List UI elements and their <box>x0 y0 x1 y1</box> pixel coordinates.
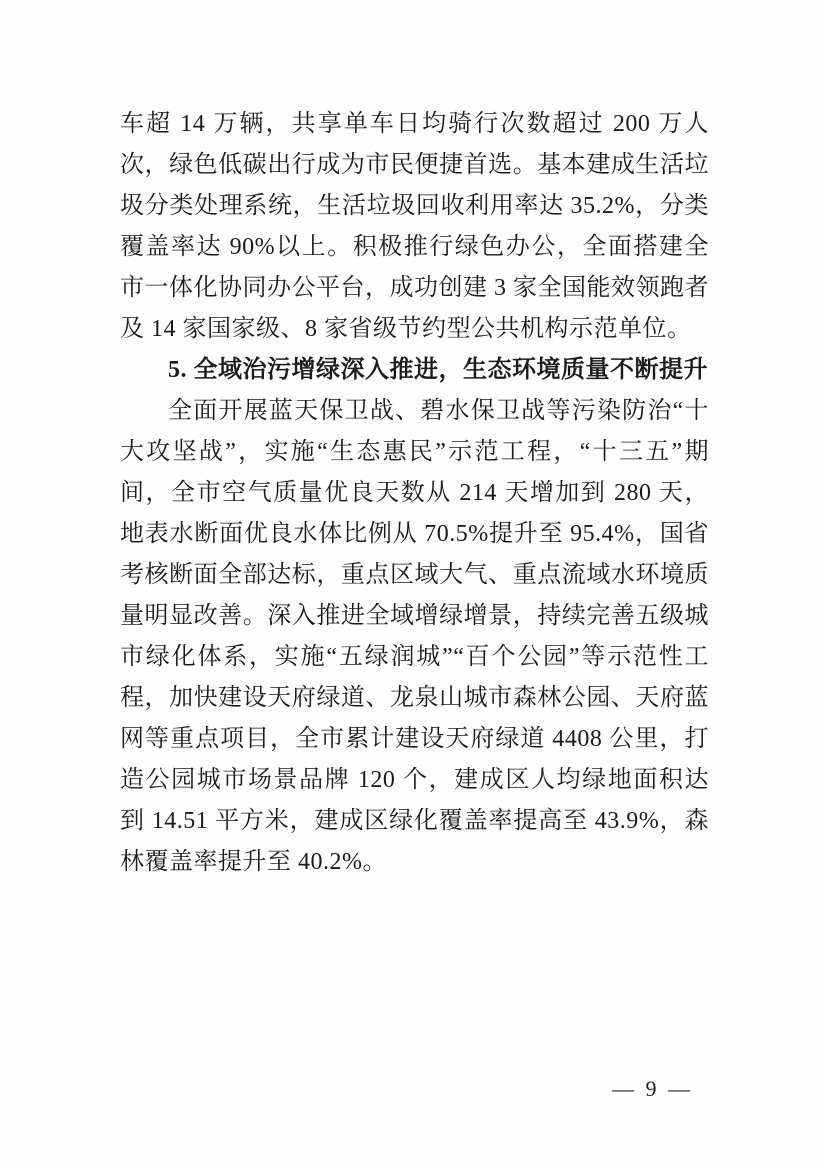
paragraph-ecology-improvement: 全面开展蓝天保卫战、碧水保卫战等污染防治“十大攻坚战”，实施“生态惠民”示范工程，“十三五”期间，全市空气质量优良天数从 214 天增加到 280 天，地表水断面优良水体比例从 70.5%提升至 95.4%，国省考核断面全部达标，重点区域大气、重点流域水环境质量明显改善。深入推进全域增绿增景，持续完善五级城市绿化体系，实施“五绿润城”“百个公园”等示范性工程，加快建设天府绿道、龙泉山城市森林公园、天府蓝网等重点项目，全市累计建设天府绿道 4408 公里，打造公园城市场景品牌 120 个，建成区人均绿地面积达到 14.51 平方米，建成区绿化覆盖率提高至 43.9%，森林覆盖率提升至 40.2%。 <box>120 398 709 875</box>
page-body <box>120 104 709 883</box>
page-number: — 9 — <box>612 1076 693 1101</box>
section-heading-5: 5. 全域治污增绿深入推进，生态环境质量不断提升 <box>168 357 708 383</box>
paragraph-green-lifestyle-continuation: 车超 14 万辆，共享单车日均骑行次数超过 200 万人次，绿色低碳出行成为市民便捷首选。基本建成生活垃圾分类处理系统，生活垃圾回收利用率达 35.2%，分类覆盖率达 90%以上。积极推行绿色办公，全面搭建全市一体化协同办公平台，成功创建 3 家全国能效领跑者及 14 家国家级、8 家省级节约型公共机构示范单位。 <box>120 111 709 342</box>
page-footer <box>612 1076 693 1102</box>
